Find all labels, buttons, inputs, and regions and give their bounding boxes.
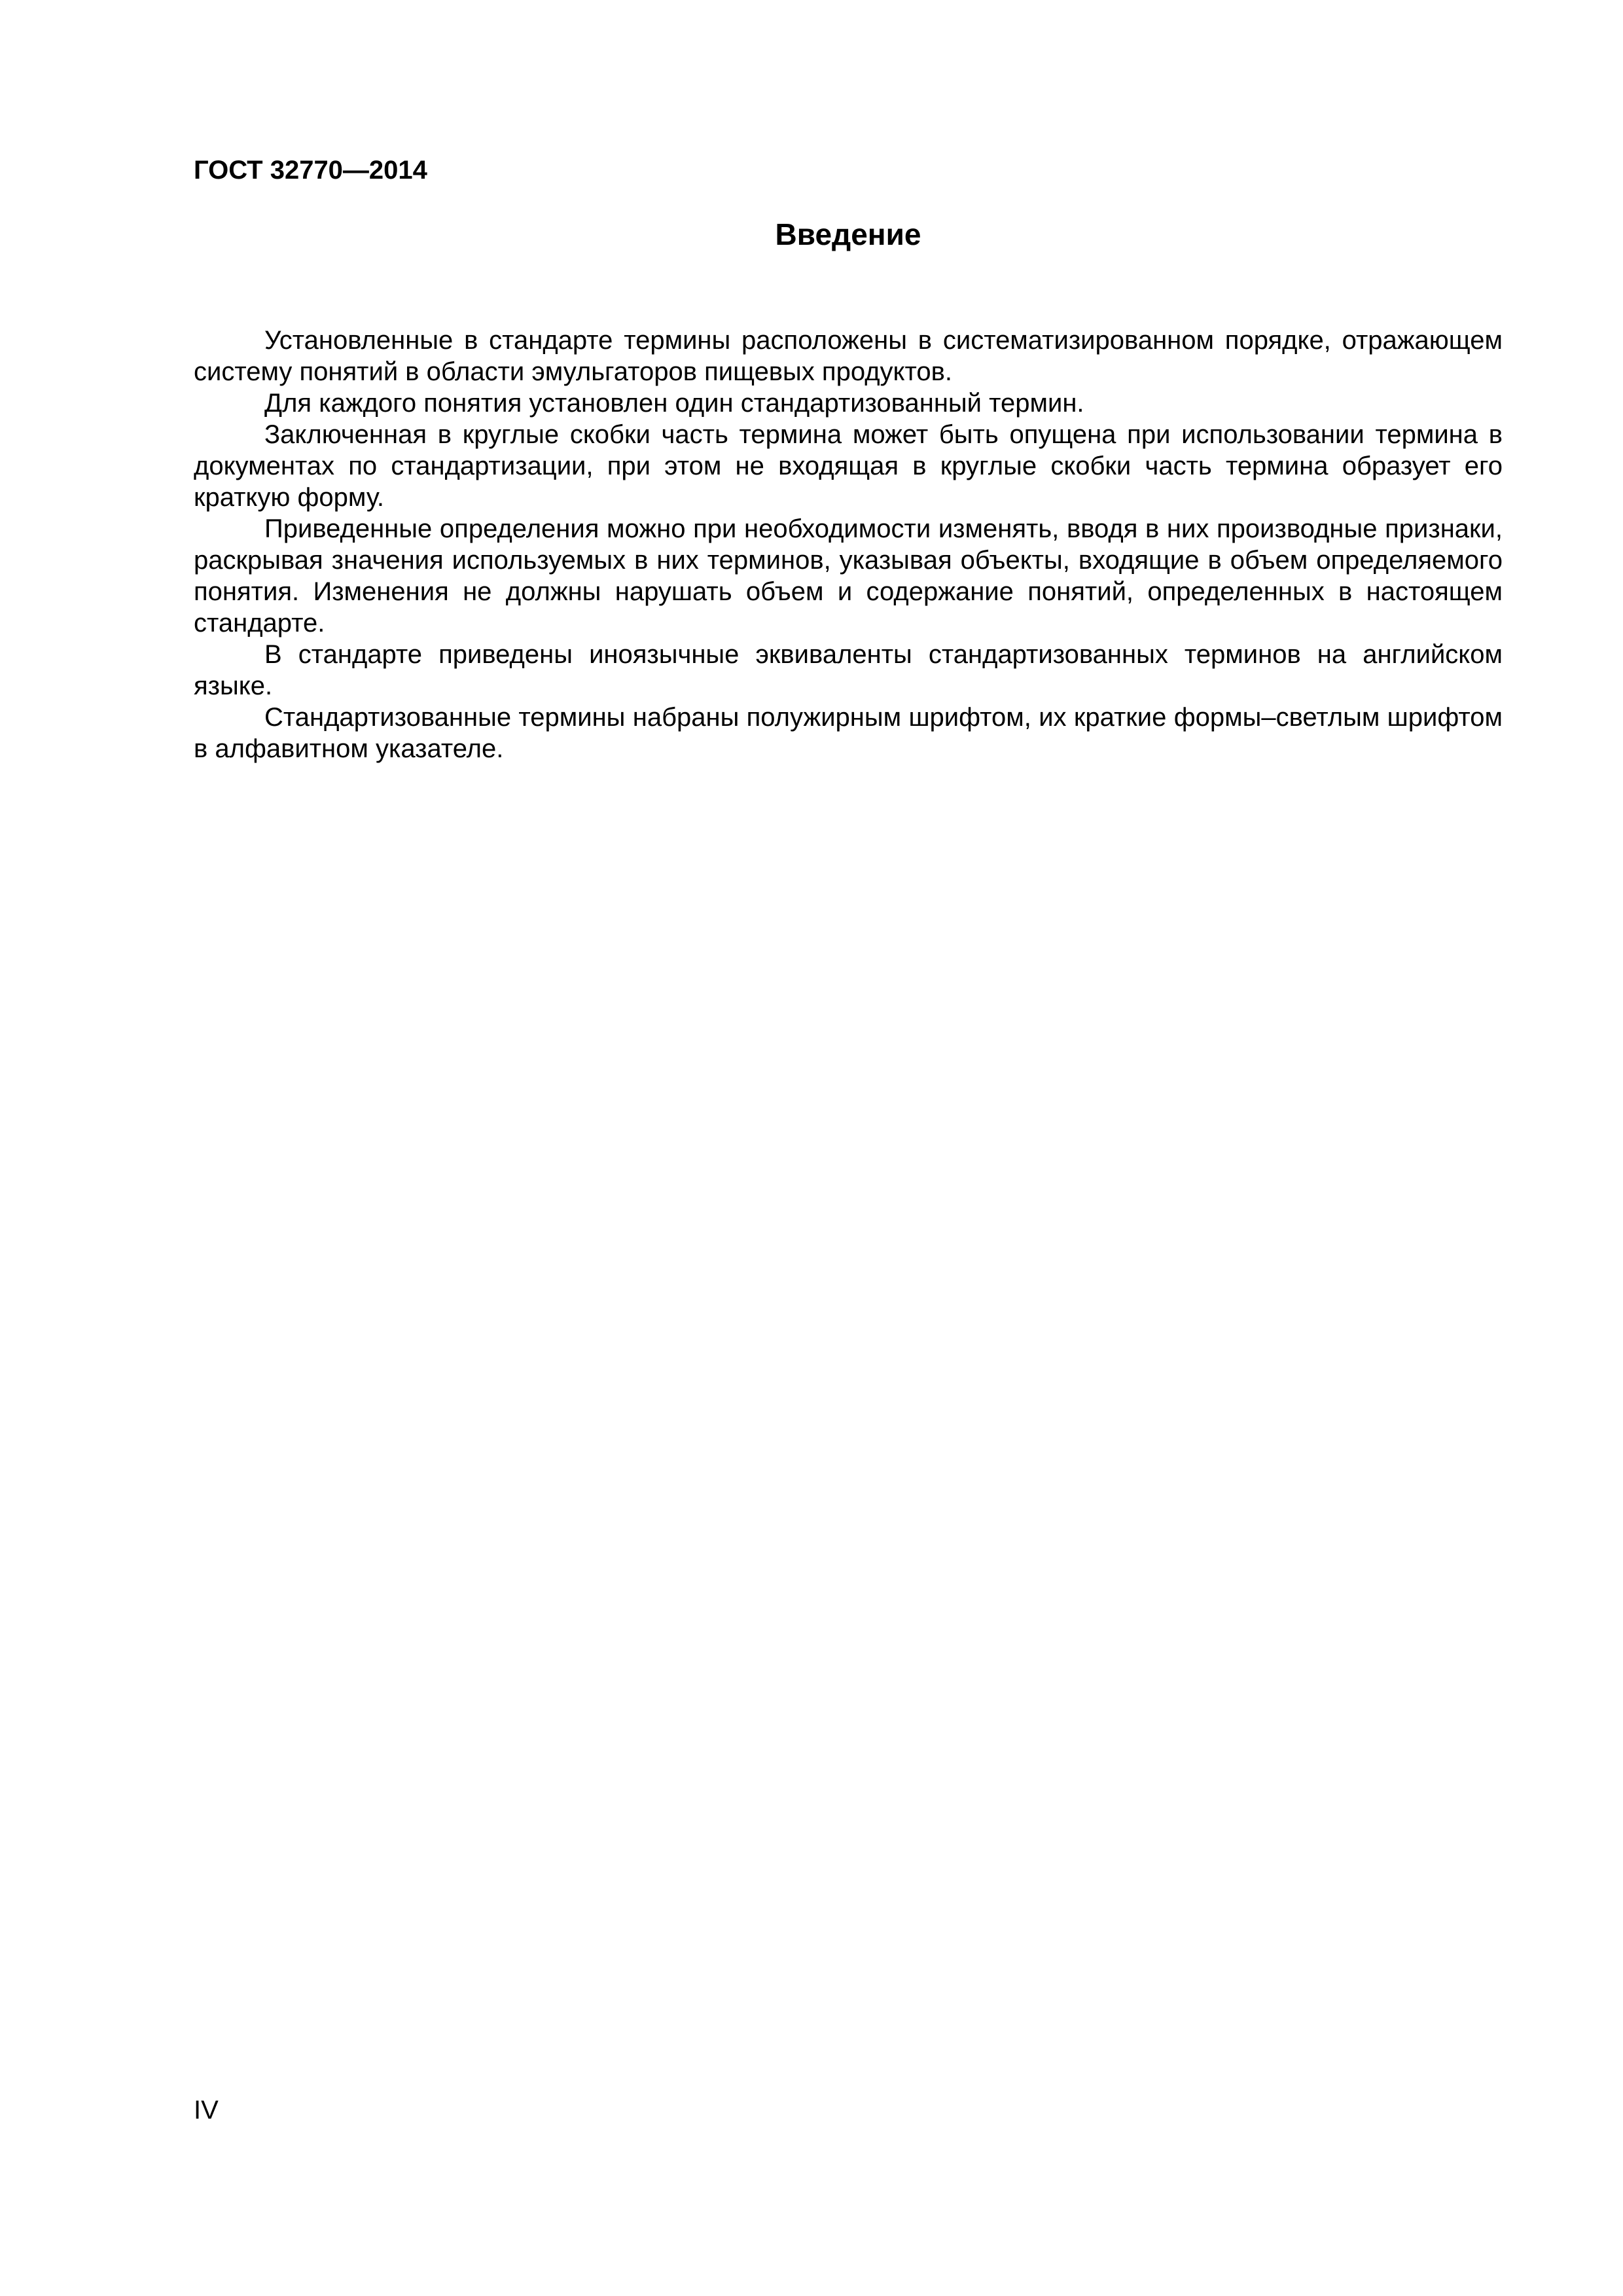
page-number: IV [194,2096,219,2125]
paragraph: В стандарте приведены иноязычные эквиваленты стандартизованных терминов на английском языке. [194,640,1503,700]
page-title: Введение [775,217,921,251]
document-code: ГОСТ 32770—2014 [194,156,427,185]
paragraph: Для каждого понятия установлен один стандартизованный термин. [264,389,1084,418]
paragraph: Заключенная в круглые скобки часть термина может быть опущена при использовании термина в документах по стандартизации, при этом не входящая в круглые скобки часть термина образует его краткую форму. [194,420,1503,512]
paragraph: Стандартизованные термины набраны полужирным шрифтом, их краткие формы–светлым шрифтом в алфавитном указателе. [194,703,1503,763]
paragraph: Установленные в стандарте термины расположены в систематизированном порядке, отражающем систему понятий в области эмульгаторов пищевых продуктов. [194,326,1503,386]
paragraph: Приведенные определения можно при необходимости изменять, вводя в них производные признаки, раскрывая значения используемых в них терминов, указывая объекты, входящие в объем определяемого понятия. Изменения не должны нарушать объем и содержание понятий, определенных в настоящем стандарте. [194,514,1503,637]
body-text [194,325,1503,764]
